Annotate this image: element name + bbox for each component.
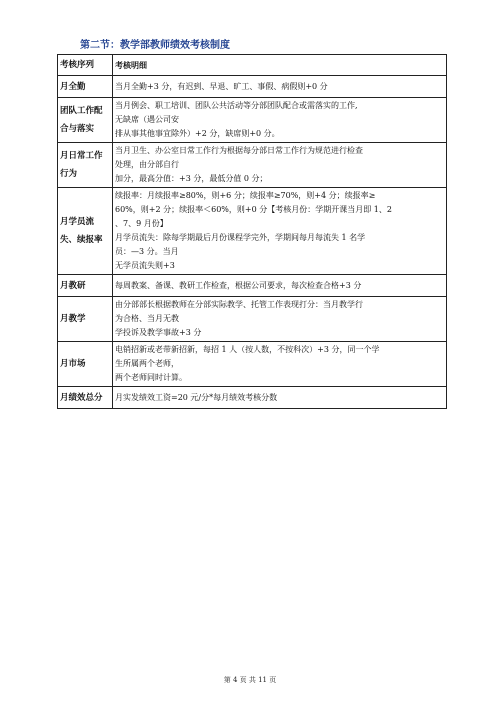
row-line: 由分部部长根据教师在分部实际教学、托管工作表现打分：当月教学行 (115, 300, 363, 309)
row-label: 月绩效总分 (58, 387, 113, 409)
table-row (58, 143, 447, 188)
row-line: 无缺席（遇公司安 (115, 115, 179, 124)
row-label: 月学员流失、续报率 (58, 188, 113, 275)
table-row (58, 98, 447, 143)
row-label: 月日常工作行为 (58, 143, 113, 188)
row-line: 电销招新或老带新招新，每招 1 人（按人数，不按科次）+3 分，同一个学 (115, 345, 380, 354)
row-line: 员：—3 分。当月 (115, 247, 179, 256)
row-line: 、7、9 月份】 (115, 219, 168, 228)
row-label: 月教研 (58, 275, 113, 297)
row-line: 当月卫生、办公室日常工作行为根据每分部日常工作行为规范进行检查 (115, 146, 363, 155)
table-row (58, 76, 447, 98)
page-footer: 第 4 页 共 11 页 (223, 676, 277, 684)
table-row (58, 387, 447, 409)
row-line: 加分，最高分值：+3 分，最低分值 0 分； (115, 174, 268, 183)
row-line: 生所属两个老师， (115, 359, 179, 368)
row-label: 月全勤 (58, 76, 113, 98)
table-row (58, 275, 447, 297)
row-content (113, 188, 447, 275)
row-line: 当月全勤+3 分，有迟到、早退、旷工、事假、病假则+0 分 (115, 81, 328, 91)
row-label: 团队工作配合与落实 (58, 98, 113, 143)
row-label: 月市场 (58, 342, 113, 387)
row-line: 月学员流失：除每学期最后月份课程学完外，学期间每月每流失 1 名学 (115, 233, 366, 242)
table-row (58, 188, 447, 275)
row-line: 排从事其他事宜除外）+2 分，缺席则+0 分。 (115, 129, 280, 138)
row-line: 60%，则+2 分；续报率＜60%，则+0 分【考核月份：学期开课当月即 1、2 (115, 205, 392, 214)
row-line: 每周教案、备课、教研工作检查，根据公司要求，每次检查合格+3 分 (115, 280, 362, 290)
row-line: 无学员流失则+3 (115, 261, 175, 270)
row-content (113, 143, 447, 188)
row-line: 续报率：月续报率≥80%，则+6 分；续报率≥70%，则+4 分；续报率≥ (115, 191, 376, 200)
row-line: 月实发绩效工资=20 元/分*每月绩效考核分数 (115, 392, 278, 402)
row-content (113, 98, 447, 143)
row-content (113, 342, 447, 387)
header-details: 考核明细 (113, 55, 447, 76)
row-line: 两个老师同时计算。 (115, 373, 187, 382)
table-header-row (58, 55, 447, 76)
row-content (113, 297, 447, 342)
row-content (113, 275, 447, 297)
row-label: 月教学 (58, 297, 113, 342)
header-sequence: 考核序列 (58, 55, 113, 76)
row-content (113, 387, 447, 409)
row-content (113, 76, 447, 98)
table-row (58, 342, 447, 387)
row-line: 当月例会、职工培训、团队公共活动等分部团队配合或需落实的工作, (115, 101, 358, 110)
row-line: 学投诉及教学事故+3 分 (115, 328, 202, 337)
row-line: 为合格、当月无教 (115, 314, 179, 323)
section-title: 第二节：教学部教师绩效考核制度 (80, 40, 230, 51)
row-line: 处理，由分部自行 (115, 160, 179, 169)
table-row (58, 297, 447, 342)
assessment-table (57, 54, 447, 409)
